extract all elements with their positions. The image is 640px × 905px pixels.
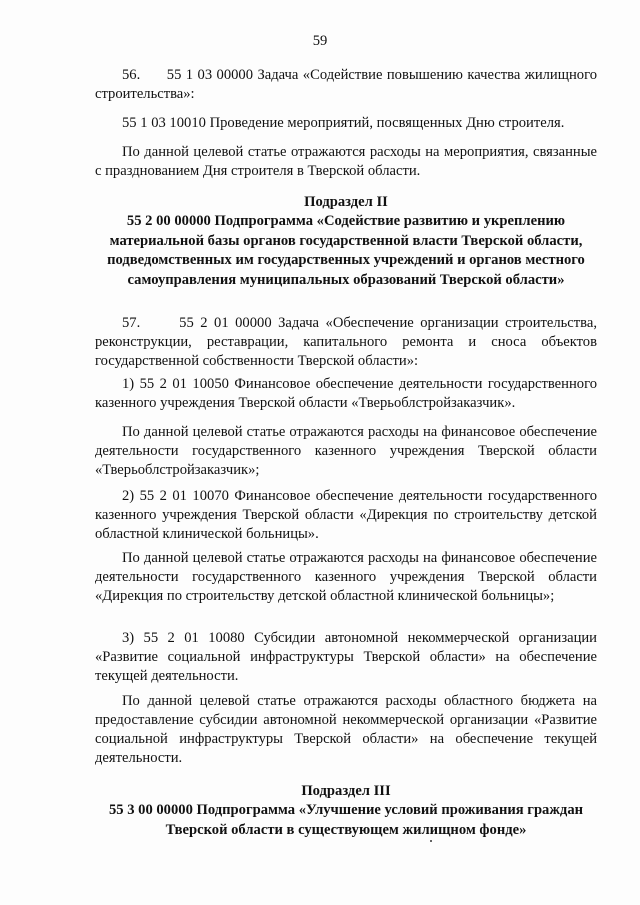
paragraph-56-item: 55 1 03 10010 Проведение мероприятий, посвященных Дню строителя. xyxy=(122,115,565,131)
section-heading-2: 55 2 00 00000 Подпрограмма «Содействие развитию и укреплению материальной базы органов государственной власти Тверской области, подведомственных им государственных учреждений и органов местного самоуправления муниципальных образований Тверской области» xyxy=(107,213,585,288)
scan-speck xyxy=(430,840,432,842)
paragraph-56: 56. 55 1 03 00000 Задача «Содействие повышению качества жилищного строительства»: xyxy=(95,67,597,102)
paragraph-57-item-1: 1) 55 2 01 10050 Финансовое обеспечение деятельности государственного казенного учреждения Тверской области «Тверьоблстройзаказчик». xyxy=(95,376,597,411)
paragraph-57-item-3: 3) 55 2 01 10080 Субсидии автономной некоммерческой организации «Развитие социальной инфраструктуры Тверской области» на обеспечение текущей деятельности. xyxy=(95,630,597,684)
section-title-3: Подраздел III xyxy=(301,783,391,799)
paragraph-57: 57. 55 2 01 00000 Задача «Обеспечение организации строительства, реконструкции, реставрации, капитального ремонта и сноса объектов государственной собственности Тверской области»: xyxy=(95,315,597,369)
paragraph-57-description-1: По данной целевой статье отражаются расходы на финансовое обеспечение деятельности государственного казенного учреждения Тверской области «Тверьоблстройзаказчик»; xyxy=(95,424,597,478)
page-number: 59 xyxy=(312,33,328,49)
paragraph-57-description-3: По данной целевой статье отражаются расходы областного бюджета на предоставление субсидии автономной некоммерческой организации «Развитие социальной инфраструктуры Тверской области» на обеспечение текущей деятельности. xyxy=(95,693,597,766)
paragraph-57-item-2: 2) 55 2 01 10070 Финансовое обеспечение деятельности государственного казенного учреждения Тверской области «Дирекция по строительству детской областной клинической больницы». xyxy=(95,488,597,542)
paragraph-57-description-2: По данной целевой статье отражаются расходы на финансовое обеспечение деятельности государственного казенного учреждения Тверской области «Дирекция по строительству детской областной клинической больницы»; xyxy=(95,550,597,604)
section-heading-3: 55 3 00 00000 Подпрограмма «Улучшение условий проживания граждан Тверской области в существующем жилищном фонде» xyxy=(108,802,584,838)
paragraph-56-description: По данной целевой статье отражаются расходы на мероприятия, связанные с празднованием Дня строителя в Тверской области. xyxy=(95,144,597,179)
section-title-2: Подраздел II xyxy=(304,194,388,210)
